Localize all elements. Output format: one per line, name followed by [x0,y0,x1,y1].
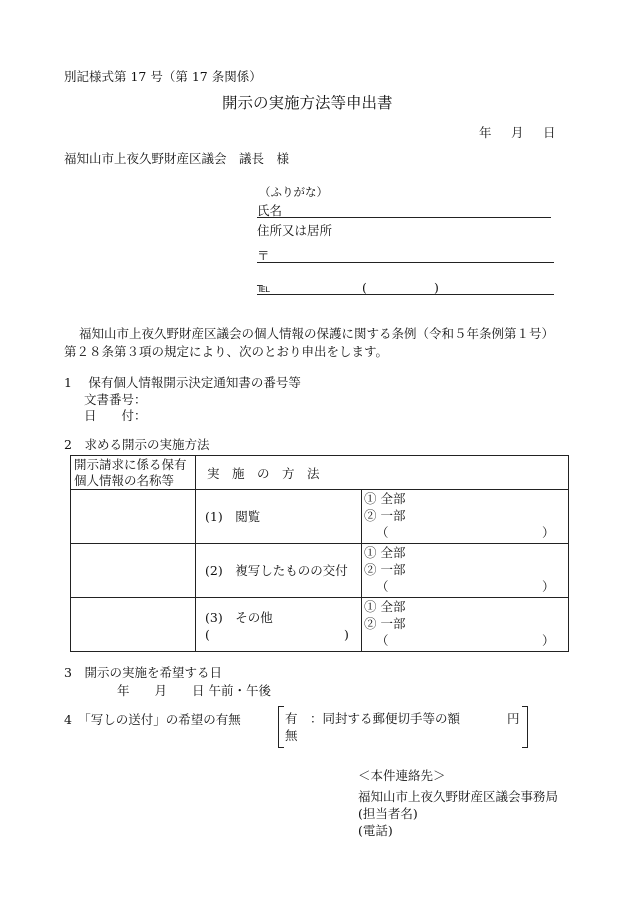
method-label: (1) 閲覧 [205,509,261,524]
date-month: 月 [511,125,524,140]
doc-number-label: 文書番号： [84,392,147,407]
info-name-cell[interactable] [71,490,196,544]
method-cell [196,598,362,652]
option-partial[interactable]: ② 一部 [364,508,406,523]
method-cell [196,490,362,544]
method-cell [196,544,362,598]
contact-person: (担当者名) [358,806,418,821]
contact-heading: ＜本件連絡先＞ [358,768,446,783]
scope-cell [362,490,569,544]
mail-no-option[interactable]: 無 [285,728,298,743]
addressee: 福知山市上夜久野財産区議会 議長 様 [64,151,290,166]
contact-phone: (電話) [358,823,393,838]
partial-paren-close: ） [542,525,555,540]
address-field[interactable] [257,262,554,263]
intro-line-2: 第２８条第３項の規定により、次のとおり申出をします。 [64,344,389,359]
right-bracket [522,706,528,748]
disclosure-method-table [70,455,569,652]
option-all[interactable]: ① 全部 [364,545,406,560]
info-name-cell[interactable] [71,544,196,598]
contact-office: 福知山市上夜久野財産区議会事務局 [358,789,559,804]
option-partial[interactable]: ② 一部 [364,562,406,577]
tel-label: ℡ [257,280,271,295]
postal-label: 〒 [257,248,270,263]
method-header [196,456,569,490]
notice-date-label: 日 付： [84,408,147,423]
option-partial[interactable]: ② 一部 [364,616,406,631]
info-name-header [71,456,196,490]
yen-label: 円 [507,711,520,726]
table-header-row [71,456,569,490]
partial-paren-close: ） [542,633,555,648]
info-name-header-line-2: 個人情報の名称等 [74,472,175,488]
date-year: 年 [479,125,492,140]
method-header-label: 実 施 の 方 法 [207,465,320,481]
table-row [71,490,569,544]
section-1-heading: 1 保有個人情報開示決定通知書の番号等 [64,375,301,390]
scope-cell [362,544,569,598]
mail-yes-option[interactable]: 有 ：同封する郵便切手等の額 [285,711,461,726]
table-row [71,598,569,652]
partial-paren-close: ） [542,579,555,594]
other-paren-close: ) [344,627,349,642]
left-bracket [278,706,284,748]
tel-paren-close: ) [434,280,439,295]
table-row [71,544,569,598]
name-field[interactable] [257,217,551,218]
other-paren-open: ( [205,627,210,642]
section-3-heading: 3 開示の実施を希望する日 [64,665,222,680]
tel-paren-open: ( [362,280,367,295]
name-label: 氏名 [257,203,283,218]
date-day: 日 [543,125,556,140]
page-title: 開示の実施方法等申出書 [222,94,393,112]
address-label: 住所又は居所 [257,223,333,238]
method-label: (2) 複写したものの交付 [205,563,348,578]
info-name-header-line-1: 開示請求に係る保有 [74,456,187,472]
partial-paren-open: （ [376,525,389,540]
preferred-date-line[interactable]: 年 月 日 午前・午後 [117,683,271,698]
section-2-heading: 2 求める開示の実施方法 [64,437,210,452]
info-name-cell[interactable] [71,598,196,652]
partial-paren-open: （ [376,579,389,594]
method-label: (3) その他 [205,610,273,625]
option-all[interactable]: ① 全部 [364,491,406,506]
form-number: 別記様式第 17 号（第 17 条関係） [64,69,262,84]
furigana-label: （ふりがな） [259,185,328,199]
partial-paren-open: （ [376,633,389,648]
tel-field[interactable] [257,294,554,295]
scope-cell [362,598,569,652]
intro-line-1: 福知山市上夜久野財産区議会の個人情報の保護に関する条例（令和５年条例第１号） [79,326,555,341]
section-4-heading: 4 「写しの送付」の希望の有無 [64,712,241,727]
option-all[interactable]: ① 全部 [364,599,406,614]
